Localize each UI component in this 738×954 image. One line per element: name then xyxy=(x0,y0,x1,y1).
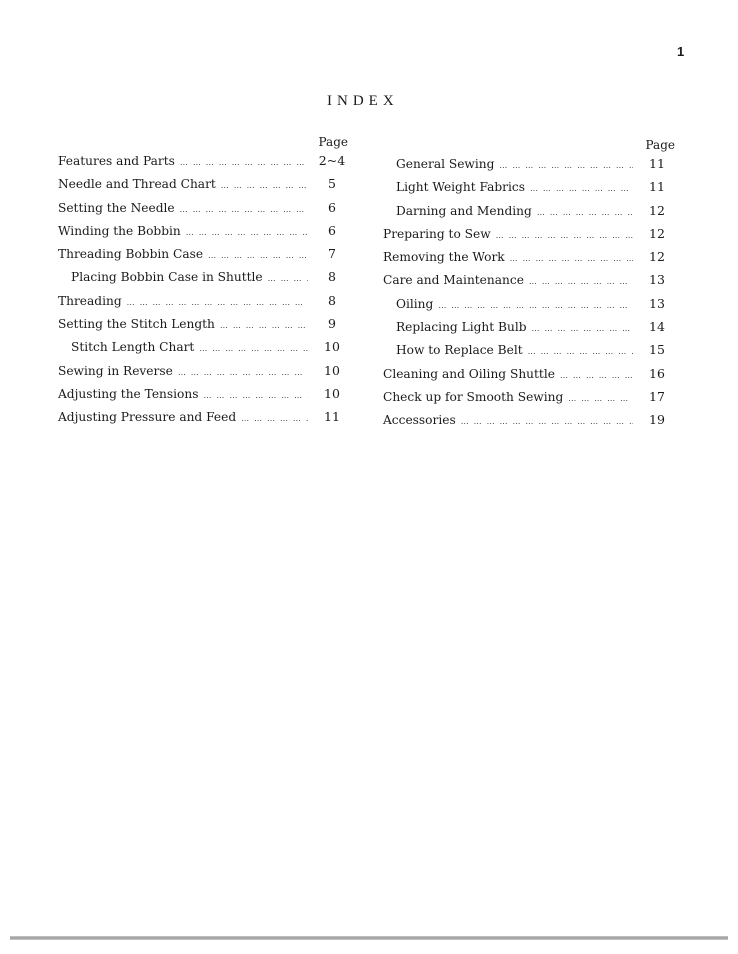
dot-leader xyxy=(496,228,633,244)
index-list-left xyxy=(58,153,350,433)
entry-page-number: 12 xyxy=(649,249,665,265)
index-entry xyxy=(383,296,675,319)
entry-page-number: 19 xyxy=(649,412,665,428)
entry-page-number: 11 xyxy=(649,179,665,195)
entry-page-number: 5 xyxy=(328,176,336,192)
dot-leader xyxy=(180,155,308,171)
dot-leader xyxy=(186,225,308,241)
entry-label: Adjusting the Tensions xyxy=(58,386,199,401)
dot-leader xyxy=(461,414,633,430)
entry-label: Check up for Smooth Sewing xyxy=(383,389,564,404)
entry-label: Cleaning and Oiling Shuttle xyxy=(383,366,555,381)
entry-label: Threading xyxy=(58,293,122,308)
index-entry xyxy=(58,246,350,269)
index-entry xyxy=(383,156,675,179)
entry-label: Setting the Needle xyxy=(58,200,175,215)
index-entry xyxy=(383,319,675,342)
dot-leader xyxy=(203,388,308,404)
dot-leader xyxy=(268,271,308,287)
entry-label: Sewing in Reverse xyxy=(58,363,173,378)
entry-page-number: 8 xyxy=(328,292,336,308)
entry-label: General Sewing xyxy=(396,157,495,171)
dot-leader xyxy=(528,344,633,360)
entry-label: Preparing to Sew xyxy=(383,226,491,241)
index-entry xyxy=(58,316,350,339)
index-entry xyxy=(58,269,350,292)
entry-page-number: 12 xyxy=(649,202,665,218)
entry-label: Removing the Work xyxy=(383,250,505,265)
entry-page-number: 9 xyxy=(328,316,336,332)
entry-page-number: 15 xyxy=(649,342,665,358)
dot-leader xyxy=(510,251,633,267)
entry-page-number: 6 xyxy=(328,199,336,215)
index-entry xyxy=(383,342,675,365)
index-entry xyxy=(383,249,675,272)
dot-leader xyxy=(568,391,633,407)
entry-label: Accessories xyxy=(383,413,456,428)
dot-leader xyxy=(127,295,308,311)
dot-leader xyxy=(220,318,308,334)
entry-page-number: 6 xyxy=(328,222,336,238)
entry-label: How to Replace Belt xyxy=(396,343,523,358)
entry-page-number: 11 xyxy=(324,409,340,425)
entry-page-number: 12 xyxy=(649,225,665,241)
entry-label: Light Weight Fabrics xyxy=(396,180,525,195)
dot-leader xyxy=(208,248,308,264)
index-entry xyxy=(383,272,675,295)
entry-label: Replacing Light Bulb xyxy=(396,320,527,335)
entry-page-number: 11 xyxy=(649,156,665,171)
index-column-left xyxy=(58,134,350,433)
dot-leader xyxy=(560,368,633,384)
index-entry xyxy=(58,153,350,176)
entry-page-number: 13 xyxy=(649,295,665,311)
index-entry xyxy=(58,363,350,386)
bottom-scan-edge xyxy=(10,936,728,940)
entry-label: Care and Maintenance xyxy=(383,273,524,288)
index-entry xyxy=(383,366,675,389)
dot-leader xyxy=(530,181,633,197)
entry-page-number: 10 xyxy=(324,385,340,401)
index-entry xyxy=(383,412,675,435)
entry-page-number: 2~4 xyxy=(318,153,346,168)
entry-label: Stitch Length Chart xyxy=(71,340,195,355)
entry-label: Darning and Mending xyxy=(396,203,532,218)
index-entry xyxy=(383,203,675,226)
page-column-header: Page xyxy=(645,138,675,152)
entry-label: Features and Parts xyxy=(58,154,175,168)
dot-leader xyxy=(529,274,633,290)
page-column-header: Page xyxy=(318,135,348,149)
index-entry xyxy=(58,223,350,246)
index-entry xyxy=(58,339,350,362)
index-entry xyxy=(383,179,675,202)
entry-label: Adjusting Pressure and Feed xyxy=(58,410,237,425)
dot-leader xyxy=(221,178,308,194)
dot-leader xyxy=(537,205,633,221)
entry-label: Oiling xyxy=(396,296,434,311)
entry-page-number: 8 xyxy=(328,269,336,285)
entry-label: Setting the Stitch Length xyxy=(58,317,215,332)
index-entry xyxy=(58,293,350,316)
index-entry xyxy=(58,386,350,409)
dot-leader xyxy=(532,321,633,337)
index-entry xyxy=(58,176,350,199)
dot-leader xyxy=(241,411,308,427)
entry-page-number: 10 xyxy=(324,362,340,378)
entry-label: Threading Bobbin Case xyxy=(58,247,204,262)
index-entry xyxy=(58,200,350,223)
entry-page-number: 13 xyxy=(649,272,665,288)
entry-page-number: 16 xyxy=(649,365,665,381)
index-entry xyxy=(383,226,675,249)
dot-leader xyxy=(438,298,633,314)
index-entry xyxy=(383,389,675,412)
dot-leader xyxy=(199,341,308,357)
entry-page-number: 14 xyxy=(649,319,665,335)
entry-label: Winding the Bobbin xyxy=(58,223,181,238)
index-entry xyxy=(58,409,350,432)
entry-page-number: 17 xyxy=(649,388,665,404)
index-title: INDEX xyxy=(327,93,399,109)
dot-leader xyxy=(178,365,308,381)
entry-label: Needle and Thread Chart xyxy=(58,177,216,192)
entry-label: Placing Bobbin Case in Shuttle xyxy=(71,270,263,285)
page-number: 1 xyxy=(677,44,685,59)
dot-leader xyxy=(180,202,308,218)
index-column-right xyxy=(383,137,675,436)
dot-leader xyxy=(499,158,633,174)
entry-page-number: 7 xyxy=(328,246,336,262)
entry-page-number: 10 xyxy=(324,339,340,355)
index-list-right xyxy=(383,156,675,436)
